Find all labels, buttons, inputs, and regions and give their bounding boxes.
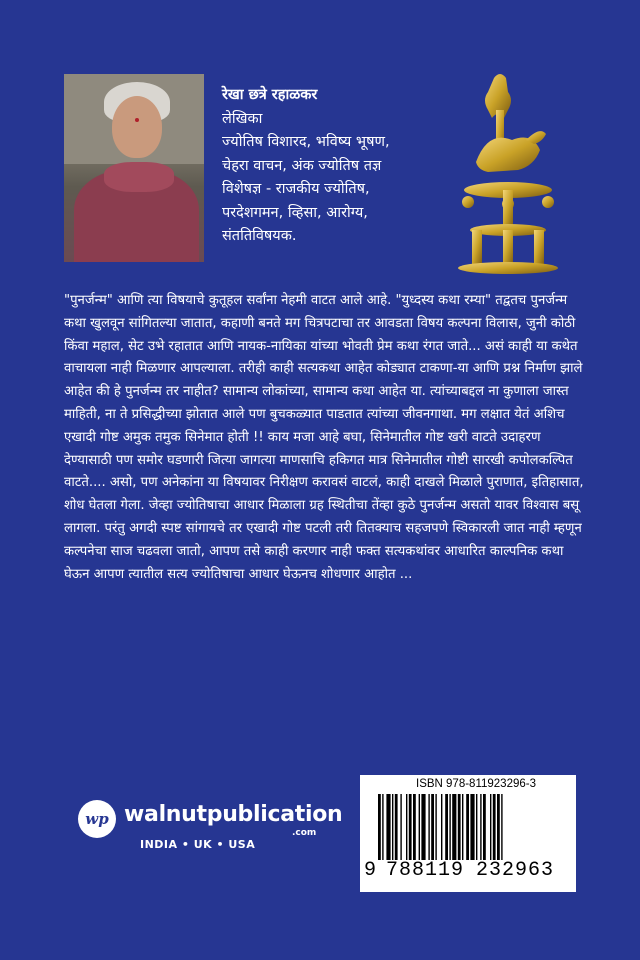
barcode-digits-right: 232963 [476, 859, 555, 882]
barcode-bars-icon [372, 794, 568, 864]
publisher-domain-suffix: .com [292, 828, 317, 838]
barcode-digit-first: 9 [364, 859, 378, 882]
author-photo [64, 74, 204, 262]
author-name: रेखा छत्रे रहाळकर [222, 87, 318, 103]
publisher-badge-icon: wp [78, 800, 116, 838]
author-block [222, 84, 452, 249]
isbn-label: ISBN 978-811923296-3 [416, 778, 536, 790]
brass-lamp-icon [448, 70, 568, 278]
barcode-digits-left: 788119 [386, 859, 465, 882]
publisher-regions: INDIA • UK • USA [140, 838, 256, 851]
author-credentials: ज्योतिष विशारद, भविष्य भूषण, चेहरा वाचन, अंक ज्योतिष तज्ञ विशेषज्ञ - राजकीय ज्योतिष, परदेशगमन, व्हिसा, आरोग्य, संततिविषयक. [222, 134, 390, 244]
isbn-barcode [360, 775, 576, 892]
back-cover-blurb: "पुनर्जन्म" आणि त्या विषयाचे कुतूहल सर्वांना नेहमी वाटत आले आहे. "युध्दस्य कथा रम्या" तद्वतच पुनर्जन्म कथा खुलवून सांगितल्या जातात, कहाणी बनते मग चित्रपटाचा तर आवडता विषय कल्पना विलास, जुनी कोठी किंवा महाल, सेट उभे रहातात आणि नायक-नायिका यांच्या भोवती प्रेम कथा रंगत जाते... असं काही या कथेत वाचायला नाही मिळणार आपल्याला. तरीही काही सत्यकथा आहेत कोड्यात टाकणा-या आणि प्रश्न निर्माण झाले आहेत की हे पुनर्जन्म तर नाहीत? सामान्य लोकांच्या, सामान्य कथा आहेत या. त्यांच्याबद्दल ना कुणाला जास्त माहिती, ना ते प्रसिद्धीच्या झोतात आले पण बुचकळ्यात पाडतात त्यांच्या जीवनगाथा. मग लक्षात येतं अशिच एखादी गोष्ट अमुक तमुक सिनेमात होती !! काय मजा आहे बघा, सिनेमातील गोष्ट खरी वाटते उदाहरण देण्यासाठी पण समोर घडणारी जित्या जागत्या माणसाचि हकिगत मात्र सिनेमातील गोष्टी सारखी कपोलकल्पित वाटते.... असो, पण अनेकांना या विषयावर निरीक्षण करावसं वाटलं, काही दाखले मिळाले पुराणात, इतिहासात, शोध घेतला गेला. जेव्हा ज्योतिषाचा आधार मिळाला ग्रह स्थितीचा तेंव्हा कुठे पुनर्जन्म असतो यावर विश्वास बसू लागला. परंतु अगदी स्पष्ट सांगायचे तर एखादी गोष्ट पटली तरी तितक्याच सहजपणे स्विकारली जात नाही म्हणून कल्पनेचा साज चढवला जातो, आपण तसे काही करणार नाही फक्त सत्यकथांवर आधारित काल्पनिक कथा घेऊन आपण त्यातील सत्य ज्योतिषाचा आधार घेऊनच शोधणार आहोत ... [64, 293, 584, 582]
publisher-logo [78, 800, 343, 860]
publisher-name: walnutpublication [124, 802, 343, 827]
author-role: लेखिका [222, 110, 263, 127]
